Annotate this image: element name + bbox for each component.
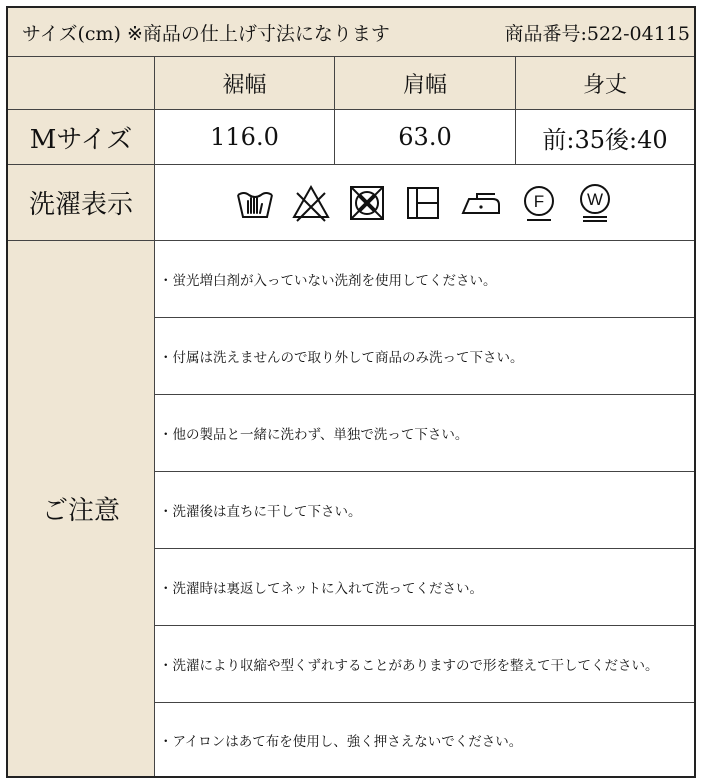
notes-label: ご注意 — [41, 496, 120, 526]
grid-line — [8, 164, 694, 165]
value-shoulder-width — [335, 110, 515, 164]
cell-value: 前:35後:40 — [542, 125, 668, 154]
grid-line — [154, 394, 694, 395]
column-label: 裾幅 — [222, 72, 267, 98]
grid-line — [8, 109, 694, 110]
note-item — [155, 395, 694, 471]
grid-line — [154, 625, 694, 626]
note-text: ・付属は洗えませんので取り外して商品のみ洗って下さい。 — [159, 350, 524, 366]
column-header-shoulder-width — [335, 57, 515, 109]
value-length — [516, 110, 694, 164]
grid-line — [8, 56, 694, 57]
notes-label-cell — [8, 241, 154, 776]
no-tumble-dry-icon — [347, 183, 387, 223]
note-text: ・アイロンはあて布を使用し、強く押さえないでください。 — [159, 733, 523, 750]
grid-line — [334, 56, 335, 164]
grid-line — [154, 471, 694, 472]
grid-line — [154, 317, 694, 318]
size-row-label — [8, 110, 154, 164]
line-dry-shade-icon — [403, 183, 443, 223]
column-header-length — [516, 57, 694, 109]
column-header-hem-width — [155, 57, 334, 109]
cell-value: 63.0 — [398, 123, 452, 151]
care-icons-cell — [155, 165, 694, 240]
grid-line — [515, 56, 516, 164]
column-label: 肩幅 — [402, 72, 447, 98]
grid-line — [154, 702, 694, 703]
note-item — [155, 318, 694, 394]
note-item — [155, 241, 694, 317]
care-icons — [235, 182, 615, 224]
dry-clean-f-icon — [519, 183, 559, 223]
note-text: ・洗濯により収縮や型くずれすることがありますので形を整えて干してください。 — [159, 658, 659, 674]
note-item — [155, 472, 694, 548]
note-text: ・洗濯後は直ちに干して下さい。 — [159, 504, 362, 520]
row-label: Mサイズ — [29, 124, 133, 155]
note-text: ・他の製品と一緒に洗わず、単独で洗って下さい。 — [159, 427, 469, 443]
grid-line — [154, 56, 155, 776]
cell-value: 116.0 — [210, 123, 279, 151]
grid-line — [8, 240, 694, 241]
svg-text:W: W — [586, 189, 603, 209]
note-text: ・洗濯時は裏返してネットに入れて洗ってください。 — [159, 581, 483, 597]
svg-text:F: F — [533, 191, 544, 211]
corner-cell — [8, 57, 154, 109]
note-item — [155, 549, 694, 625]
note-item — [155, 703, 694, 776]
product-number: 商品番号:522-04115 — [504, 22, 690, 45]
value-hem-width — [155, 110, 334, 164]
note-text: ・蛍光増白剤が入っていない洗剤を使用してください。 — [159, 273, 497, 289]
wet-clean-w-icon — [575, 182, 615, 224]
care-label: 洗濯表示 — [28, 190, 133, 220]
note-item — [155, 626, 694, 702]
iron-low-icon — [459, 183, 503, 223]
size-heading: サイズ(cm) ※商品の仕上げ寸法になります — [22, 22, 390, 45]
product-number-cell — [408, 8, 694, 56]
care-label-cell — [8, 165, 154, 240]
size-care-table — [6, 6, 696, 778]
hand-wash-icon — [235, 183, 275, 223]
column-label: 身丈 — [582, 72, 627, 98]
no-bleach-icon — [291, 183, 331, 223]
grid-line — [154, 548, 694, 549]
